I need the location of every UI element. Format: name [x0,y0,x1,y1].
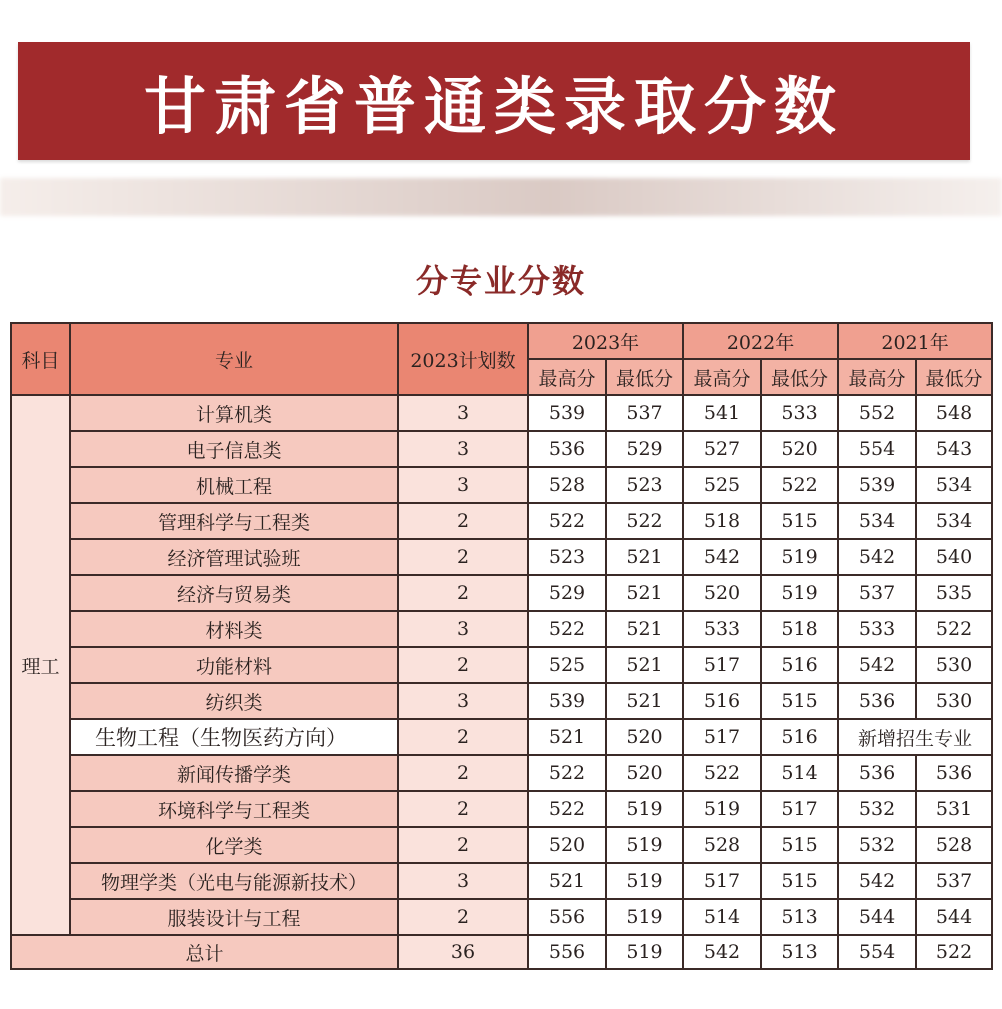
plan-cell: 2 [398,719,528,755]
header-year-2022: 2022年 [683,323,838,359]
score-2023-high: 520 [528,827,606,863]
total-2021-low: 522 [916,935,992,969]
plan-cell: 2 [398,539,528,575]
score-2022-high: 520 [683,575,761,611]
score-2021-low: 536 [916,755,992,791]
subject-cell: 理工 [11,395,70,935]
section-subtitle: 分专业分数 [415,262,586,300]
major-cell: 计算机类 [70,395,398,431]
score-2023-low: 521 [606,683,683,719]
score-2023-high: 522 [528,755,606,791]
major-cell: 物理学类（光电与能源新技术） [70,863,398,899]
score-2022-low: 516 [761,647,838,683]
header-year-2023: 2023年 [528,323,683,359]
major-cell: 生物工程（生物医药方向） [70,719,398,755]
header-2022-high: 最高分 [683,359,761,395]
major-cell: 机械工程 [70,467,398,503]
total-plan: 36 [398,935,528,969]
score-2021-high: 554 [838,431,916,467]
score-2023-low: 521 [606,647,683,683]
header-subject: 科目 [11,323,70,395]
score-2023-high: 536 [528,431,606,467]
score-2022-high: 518 [683,503,761,539]
major-cell: 材料类 [70,611,398,647]
score-2023-low: 521 [606,611,683,647]
page-title: 甘肃省普通类录取分数 [143,69,844,143]
score-2023-low: 519 [606,827,683,863]
score-2022-low: 515 [761,863,838,899]
score-2023-low: 522 [606,503,683,539]
plan-cell: 2 [398,899,528,935]
score-2021-low: 530 [916,683,992,719]
major-cell: 新闻传播学类 [70,755,398,791]
score-2021-low: 537 [916,863,992,899]
score-2023-high: 523 [528,539,606,575]
score-2023-high: 521 [528,719,606,755]
score-2021-low: 534 [916,467,992,503]
major-cell: 管理科学与工程类 [70,503,398,539]
header-major: 专业 [70,323,398,395]
plan-cell: 2 [398,791,528,827]
major-cell: 经济管理试验班 [70,539,398,575]
score-2023-low: 537 [606,395,683,431]
score-2021-high: 532 [838,827,916,863]
score-2021-note: 新增招生专业 [838,719,992,755]
major-cell: 电子信息类 [70,431,398,467]
total-2022-low: 513 [761,935,838,969]
score-2022-high: 542 [683,539,761,575]
score-2022-high: 516 [683,683,761,719]
score-2022-high: 527 [683,431,761,467]
title-banner [18,42,970,160]
score-2021-high: 552 [838,395,916,431]
score-2021-low: 540 [916,539,992,575]
score-2021-low: 530 [916,647,992,683]
score-2022-low: 514 [761,755,838,791]
total-2023-low: 519 [606,935,683,969]
score-2022-low: 533 [761,395,838,431]
score-2021-low: 548 [916,395,992,431]
score-2023-low: 521 [606,575,683,611]
score-2023-high: 521 [528,863,606,899]
score-2021-low: 543 [916,431,992,467]
score-2023-low: 520 [606,755,683,791]
plan-cell: 2 [398,575,528,611]
major-cell: 纺织类 [70,683,398,719]
score-2021-high: 539 [838,467,916,503]
major-cell: 环境科学与工程类 [70,791,398,827]
header-2021-high: 最高分 [838,359,916,395]
header-2021-low: 最低分 [916,359,992,395]
score-2021-low: 544 [916,899,992,935]
score-2022-low: 522 [761,467,838,503]
plan-cell: 2 [398,503,528,539]
score-2022-high: 533 [683,611,761,647]
score-2023-low: 519 [606,863,683,899]
plan-cell: 3 [398,611,528,647]
score-2022-high: 517 [683,719,761,755]
score-2023-high: 522 [528,611,606,647]
score-2021-low: 534 [916,503,992,539]
score-2022-low: 520 [761,431,838,467]
score-2021-low: 535 [916,575,992,611]
header-2022-low: 最低分 [761,359,838,395]
score-2022-high: 517 [683,647,761,683]
header-2023-high: 最高分 [528,359,606,395]
score-2021-high: 544 [838,899,916,935]
score-2022-high: 517 [683,863,761,899]
header-year-2021: 2021年 [838,323,992,359]
plan-cell: 3 [398,467,528,503]
plan-cell: 2 [398,827,528,863]
score-2022-low: 519 [761,539,838,575]
score-2023-low: 529 [606,431,683,467]
score-2021-high: 542 [838,863,916,899]
major-cell: 功能材料 [70,647,398,683]
score-2022-low: 515 [761,827,838,863]
total-2022-high: 542 [683,935,761,969]
major-cell: 服装设计与工程 [70,899,398,935]
score-2022-low: 517 [761,791,838,827]
score-2023-low: 519 [606,791,683,827]
score-2023-high: 539 [528,683,606,719]
score-2023-high: 522 [528,791,606,827]
decorative-shadow-band [0,178,1002,216]
score-2021-high: 542 [838,647,916,683]
score-2022-high: 522 [683,755,761,791]
total-label: 总计 [11,935,398,969]
plan-cell: 2 [398,647,528,683]
score-2021-high: 536 [838,683,916,719]
major-cell: 经济与贸易类 [70,575,398,611]
plan-cell: 3 [398,395,528,431]
score-2022-low: 515 [761,503,838,539]
score-2023-high: 528 [528,467,606,503]
score-2021-low: 522 [916,611,992,647]
score-2021-high: 534 [838,503,916,539]
total-2023-high: 556 [528,935,606,969]
major-cell: 化学类 [70,827,398,863]
score-2021-high: 532 [838,791,916,827]
score-2021-high: 542 [838,539,916,575]
score-2022-high: 525 [683,467,761,503]
score-2022-low: 516 [761,719,838,755]
plan-cell: 3 [398,683,528,719]
score-2023-high: 539 [528,395,606,431]
score-2022-high: 528 [683,827,761,863]
score-2022-high: 519 [683,791,761,827]
score-2022-high: 541 [683,395,761,431]
plan-cell: 3 [398,863,528,899]
score-2022-low: 515 [761,683,838,719]
score-2022-low: 519 [761,575,838,611]
score-2023-low: 523 [606,467,683,503]
score-table [10,322,993,970]
total-2021-high: 554 [838,935,916,969]
score-2023-low: 520 [606,719,683,755]
score-2023-low: 521 [606,539,683,575]
score-2021-high: 536 [838,755,916,791]
header-plan: 2023计划数 [398,323,528,395]
score-2021-low: 528 [916,827,992,863]
score-2021-high: 537 [838,575,916,611]
score-2023-high: 556 [528,899,606,935]
score-2022-low: 518 [761,611,838,647]
plan-cell: 3 [398,431,528,467]
score-2023-low: 519 [606,899,683,935]
score-2022-high: 514 [683,899,761,935]
score-2021-low: 531 [916,791,992,827]
score-2023-high: 522 [528,503,606,539]
plan-cell: 2 [398,755,528,791]
score-2023-high: 525 [528,647,606,683]
score-2021-high: 533 [838,611,916,647]
header-2023-low: 最低分 [606,359,683,395]
score-2022-low: 513 [761,899,838,935]
score-2023-high: 529 [528,575,606,611]
